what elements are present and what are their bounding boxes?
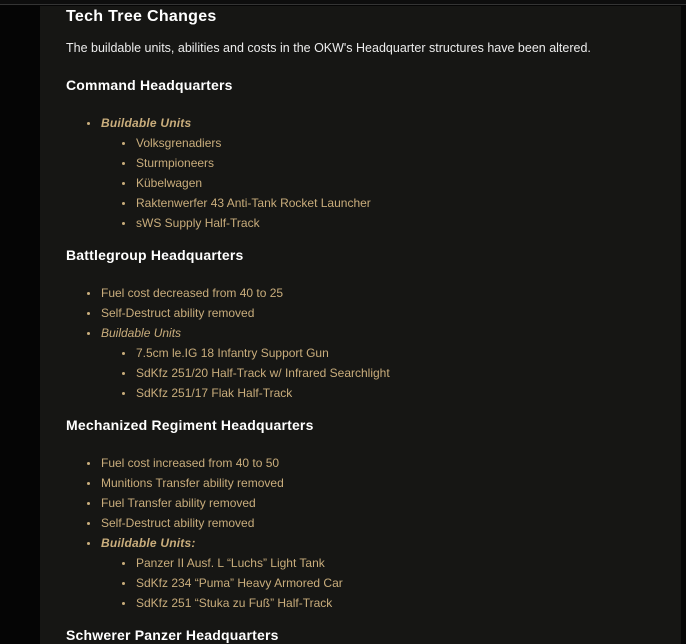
list-item-label: Sturmpioneers xyxy=(136,156,215,170)
list-item-label: Munitions Transfer ability removed xyxy=(101,476,284,490)
list-item-label: Buildable Units xyxy=(101,116,192,130)
list-item xyxy=(87,283,390,303)
list-item-label: SdKfz 251 “Stuka zu Fuß” Half-Track xyxy=(136,596,333,610)
section-heading: Battlegroup Headquarters xyxy=(66,247,244,263)
right-gutter xyxy=(681,6,686,644)
list-item-label: Kübelwagen xyxy=(136,176,203,190)
section-command-headquarters xyxy=(66,63,371,233)
list-item xyxy=(87,493,343,513)
section-schwerer-panzer-headquarters xyxy=(66,613,279,643)
list-item-label: Fuel cost increased from 40 to 50 xyxy=(101,456,280,470)
list-item xyxy=(122,573,343,593)
list-item-label: SdKfz 251/20 Half-Track w/ Infrared Searchlight xyxy=(136,366,390,380)
list-item-label: Buildable Units: xyxy=(101,536,196,550)
list-item-label: Buildable Units xyxy=(101,326,182,340)
list-item-label: Fuel cost decreased from 40 to 25 xyxy=(101,286,284,300)
page-title: Tech Tree Changes xyxy=(66,8,217,25)
section-heading: Schwerer Panzer Headquarters xyxy=(66,627,279,643)
list-item xyxy=(87,453,343,473)
list-item xyxy=(87,473,343,493)
top-divider xyxy=(0,0,686,5)
list-item xyxy=(122,153,371,173)
list-item-label: SdKfz 251/17 Flak Half-Track xyxy=(136,386,293,400)
list-item xyxy=(122,383,390,403)
list-item xyxy=(122,553,343,573)
sub-change-list xyxy=(101,133,371,233)
sub-change-list xyxy=(101,343,390,403)
intro-paragraph: The buildable units, abilities and costs in the OKW's Headquarter structures have been altered. xyxy=(66,41,591,55)
change-list xyxy=(66,113,371,233)
section-battlegroup-headquarters xyxy=(66,233,390,403)
list-item-label: sWS Supply Half-Track xyxy=(136,216,260,230)
sub-change-list xyxy=(101,553,343,613)
left-gutter xyxy=(0,6,40,644)
section-heading: Mechanized Regiment Headquarters xyxy=(66,417,314,433)
list-item-label: Self-Destruct ability removed xyxy=(101,306,255,320)
list-item-label: Self-Destruct ability removed xyxy=(101,516,255,530)
content-panel xyxy=(40,6,681,644)
list-item xyxy=(122,593,343,613)
list-item xyxy=(122,213,371,233)
list-item xyxy=(87,533,343,613)
list-item xyxy=(87,303,390,323)
list-item xyxy=(87,513,343,533)
list-item xyxy=(87,323,390,403)
list-item xyxy=(122,343,390,363)
list-item-label: Volksgrenadiers xyxy=(136,136,222,150)
list-item-label: 7.5cm le.IG 18 Infantry Support Gun xyxy=(136,346,329,360)
list-item xyxy=(122,173,371,193)
list-item-label: Fuel Transfer ability removed xyxy=(101,496,256,510)
list-item-label: Raktenwerfer 43 Anti-Tank Rocket Launcher xyxy=(136,196,371,210)
list-item xyxy=(122,363,390,383)
section-heading: Command Headquarters xyxy=(66,77,233,93)
list-item xyxy=(122,193,371,213)
list-item xyxy=(122,133,371,153)
change-list xyxy=(66,283,390,403)
list-item xyxy=(87,113,371,233)
list-item-label: Panzer II Ausf. L “Luchs” Light Tank xyxy=(136,556,325,570)
section-mechanized-regiment-headquarters xyxy=(66,403,343,613)
list-item-label: SdKfz 234 “Puma” Heavy Armored Car xyxy=(136,576,343,590)
change-list xyxy=(66,453,343,613)
